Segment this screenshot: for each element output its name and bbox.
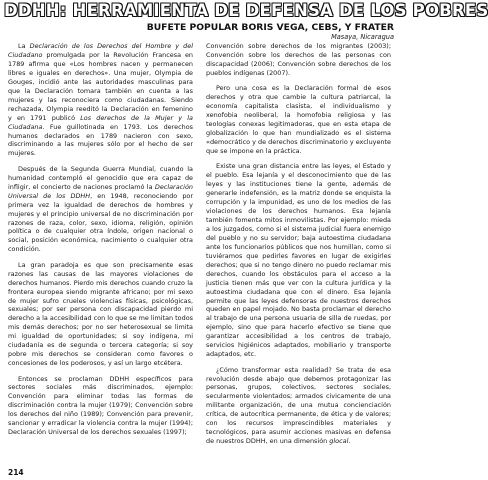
paragraph: Existe una gran distancia entre las leyes, el Estado y el pueblo. Esa lejanía y el desconocimiento que de las leyes y las instituciones tiene la gente, además de generarle indefensión, es la matriz donde se enquista la corrupción y la impunidad, es uno de los medios de las violaciones de los derechos humanos. Esa lejanía también fomenta mitos inmovilistas. Por ejemplo: mieda a los juzgados, como si el sistema judicial fuera enemigo del pueblo y no su servidor; baja autoestima ciudadana ante los funcionarios públicos que nos humillan, como si tuviéramos que pedirles favores en lugar de exigirles derechos; que si no tengo dinero no puedo reclamar mis derechos, cuando los obstáculos para el acceso a la justicia tienen más que ver con la cultura jurídica y la autoestima ciudadana que con el dinero. Esa lejanía permite que las leyes defensoras de nuestros derechos queden en papel mojado. No basta proclamar el derecho al trabajo de una persona usuaria de silla de ruedas, por ejemplo, sino que para hacerlo efectivo se tiene que garantizar accesibilidad a los centros de trabajo, servicios higiénicos adaptados, mobiliario y transporte adaptados, etc.: [206, 162, 391, 359]
author-location: Masaya, Nicaragua: [331, 33, 394, 41]
page-number: 214: [8, 468, 24, 477]
paragraph: Pero una cosa es la Declaración formal de esos derechos y otra que cambie la cultura patriarcal, la economía capitalista clasista, el individualismo y xenofobia neoliberal, la homofobia religiosa y las teologías conexas legitimadoras, que en esta etapa de globalización lo que han mundializado es el sistema «democrático y de derechos discriminatorio y excluyente que se impone en la práctica.: [206, 84, 391, 155]
right-column: [206, 42, 391, 446]
left-column: [8, 42, 193, 437]
paragraph: La gran paradoja es que son precisamente esas razones las causas de las mayores violaciones de derechos humanos. Pierdo mis derechos cuando cruzo la frontera europea siendo migrante africano; por mi sexo de mujer sufro crueles violencias físicas, psicológicas, sexuales; por ser persona con discapacidad pierdo mi derecho a la accesibilidad con lo que se me limitan todos mis demás derechos; por no ser heterosexual se limita mi igualdad de oportunidades; si soy indígena, mi ciudadanía es de segunda o tercera categoría; si soy pobre mis derechos se consideran como favores o concesiones de los poderosos, y así un largo etcétera.: [8, 260, 193, 368]
paragraph: La Declaración de los Derechos del Hombre y del Ciudadano promulgada por la Revolución Francesa en 1789 afirma que «Los hombres nacen y permanecen libres e iguales en derechos». Una mujer, Olympia de Gouges, incidió ante las autoridades masculinas para que la Declaración tomara también en cuenta a las mujeres y las reconociera como ciudadanas. Siendo rechazada, Olympia reeditó la Declaración en femenino y en 1791 publicó Los derechos de la Mujer y la Ciudadana. Fue guillotinada en 1793. Los derechos humanos declarados en 1789 nacieron con sexo, discriminando a las mujeres sólo por el hecho de ser mujeres.: [8, 42, 194, 158]
paragraph: Después de la Segunda Guerra Mundial, cuando la humanidad contempló el genocidio que era capaz de infligir, el concierto de naciones proclamó la Declaración Universal de los DDHH, en 1948, reconociendo por primera vez la igualdad de derechos de hombres y mujeres y el principio universal de no discriminación por razones de raza, color, sexo, idioma, religión, opinión política o de cualquier otra índole, origen nacional o social, posición económica, nacimiento o cualquier otra condición.: [8, 164, 194, 254]
paragraph: Convención sobre derechos de los migrantes (2003); Convención sobre los derechos de las personas con discapacidad (2006); Convención sobre derechos de los pueblos indígenas (2007).: [206, 42, 391, 77]
paragraph: Entonces se proclaman DDHH específicos para sectores sociales más discriminados, ejemplo: Convención para eliminar todas las formas de discriminación contra la mujer (1979); Convención sobre los derechos del niño (1989); Convención para prevenir, sancionar y erradicar la violencia contra la mujer (1994); Declaración Universal de los derechos sexuales (1997);: [8, 374, 193, 437]
author-byline: BUFETE POPULAR BORIS VEGA, CEBS, Y FRATER: [146, 22, 394, 33]
paragraph: ¿Cómo transformar esta realidad? Se trata de esa revolución desde abajo que debemos protagonizar las personas, grupos, colectivos, sectores sociales, secularmente violentados; armados civicamente de una militante organización, de una mutua concienciación crítica, de autocrítica permanente, de ética y de valores; con los recursos imprescindibles materiales y tecnológicos, para asumir acciones masivas en defensa de nuestros DDHH, en una dimensión glocal.: [206, 365, 391, 446]
page-title: DDHH: HERRAMIENTA DE DEFENSA DE LOS POBRES: [4, 1, 488, 20]
